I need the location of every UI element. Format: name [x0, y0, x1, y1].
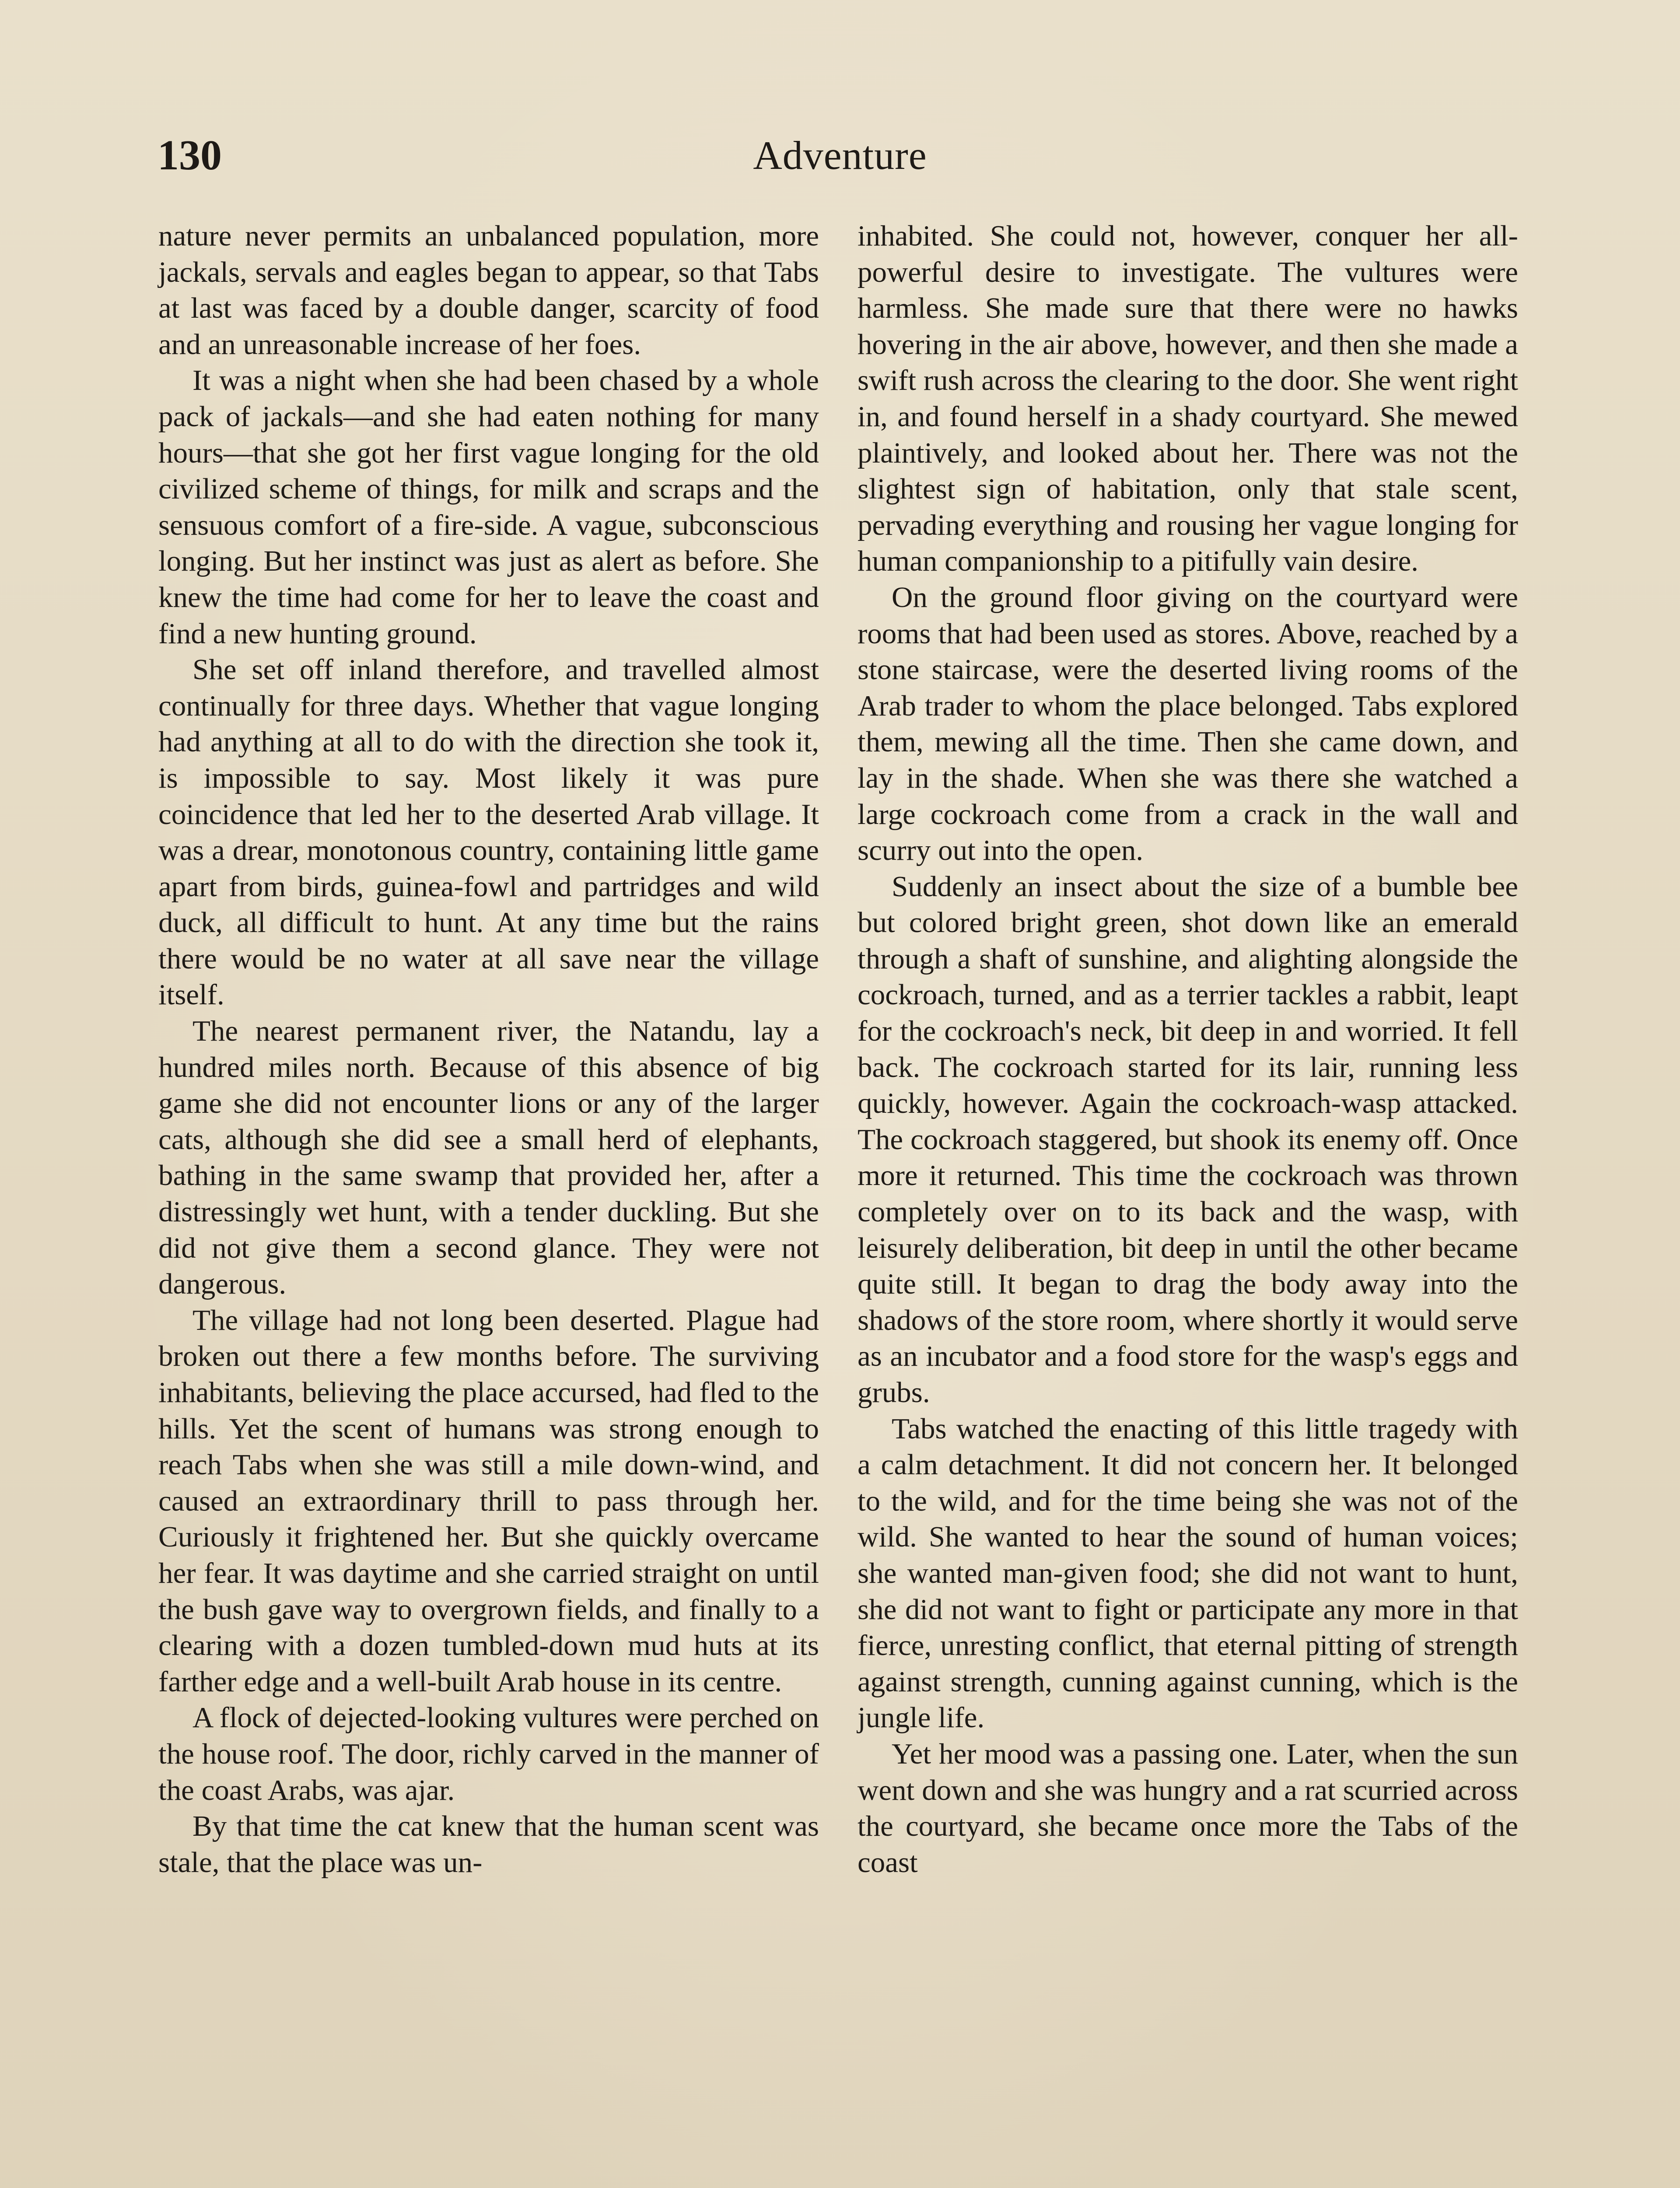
paragraph: On the ground floor giving on the courtyard were rooms that had been used as stores. Above, reached by a stone staircase, were the deserted living rooms of the Arab trader to whom the place belonged. Tabs explored them, mewing all the time. Then she came down, and lay in the shade. When she was there she watched a large cockroach come from a crack in the wall and scurry out into the open. — [858, 581, 1518, 867]
right-column — [858, 218, 1518, 1880]
paragraph: The nearest permanent river, the Natandu, lay a hundred miles north. Because of this absence of big game she did not encounter lions or any of the larger cats, although she did see a small herd of elephants, bathing in the same swamp that provided her, after a distressingly wet hunt, with a tender duckling. But she did not give them a second glance. They were not dangerous. — [158, 1015, 819, 1301]
paragraph: She set off inland therefore, and travelled almost continually for three days. Whether that vague longing had anything at all to do with the direction she took it, is impossible to say. Most likely it was pure coincidence that led her to the deserted Arab village. It was a drear, monotonous country, containing little game apart from birds, guinea-fowl and partridges and wild duck, all difficult to hunt. At any time but the rains there would be no water at all save near the village itself. — [158, 653, 819, 1011]
paragraph: Suddenly an insect about the size of a bumble bee but colored bright green, shot down like an emerald through a shaft of sunshine, and alighting alongside the cockroach, turned, and as a terrier tackles a rabbit, leapt for the cockroach's neck, bit deep in and worried. It fell back. The cockroach started for its lair, running less quickly, however. Again the cockroach-wasp attacked. The cockroach staggered, but shook its enemy off. Once more it returned. This time the cockroach was thrown completely over on to its back and the wasp, with leisurely deliberation, bit deep in until the other became quite still. It began to drag the body away into the shadows of the store room, where shortly it would serve as an incubator and a food store for the wasp's eggs and grubs. — [858, 870, 1518, 1409]
paragraph: By that time the cat knew that the human scent was stale, that the place was un- — [158, 1810, 819, 1879]
running-title: Adventure — [753, 133, 927, 178]
paragraph: A flock of dejected-looking vultures were perched on the house roof. The door, richly carved in the manner of the coast Arabs, was ajar. — [158, 1701, 819, 1806]
page-number: 130 — [158, 132, 222, 179]
paragraph: Yet her mood was a passing one. Later, when the sun went down and she was hungry and a rat scurried across the courtyard, she became once more the Tabs of the coast — [858, 1737, 1518, 1879]
paragraph: nature never permits an unbalanced population, more jackals, servals and eagles began to appear, so that Tabs at last was faced by a double danger, scarcity of food and an unreasonable increase of her foes. — [158, 220, 819, 361]
page-header — [158, 127, 1522, 184]
paragraph: It was a night when she had been chased by a whole pack of jackals—and she had eaten nothing for many hours—that she got her first vague longing for the old civilized scheme of things, for milk and scraps and the sensuous comfort of a fire-side. A vague, subconscious longing. But her instinct was just as alert as before. She knew the time had come for her to leave the coast and find a new hunting ground. — [158, 364, 819, 650]
paragraph: The village had not long been deserted. Plague had broken out there a few months before. The surviving inhabitants, believing the place accursed, had fled to the hills. Yet the scent of humans was strong enough to reach Tabs when she was still a mile down-wind, and caused an extraordinary thrill to pass through her. Curiously it frightened her. But she quickly overcame her fear. It was daytime and she carried straight on until the bush gave way to overgrown fields, and finally to a clearing with a dozen tumbled-down mud huts at its farther edge and a well-built Arab house in its centre. — [158, 1304, 819, 1698]
paragraph: Tabs watched the enacting of this little tragedy with a calm detachment. It did not concern her. It belonged to the wild, and for the time being she was not of the wild. She wanted to hear the sound of human voices; she wanted man-given food; she did not want to hunt, she did not want to fight or participate any more in that fierce, unresting conflict, that eternal pitting of strength against strength, cunning against cunning, which is the jungle life. — [858, 1412, 1518, 1734]
paragraph: inhabited. She could not, however, conquer her all-powerful desire to investigate. The vultures were harmless. She made sure that there were no hawks hovering in the air above, however, and then she made a swift rush across the clearing to the door. She went right in, and found herself in a shady courtyard. She mewed plaintively, and looked about her. There was not the slightest sign of habitation, only that stale scent, pervading everything and rousing her vague longing for human companionship to a pitifully vain desire. — [858, 220, 1518, 578]
left-column — [158, 218, 819, 1880]
